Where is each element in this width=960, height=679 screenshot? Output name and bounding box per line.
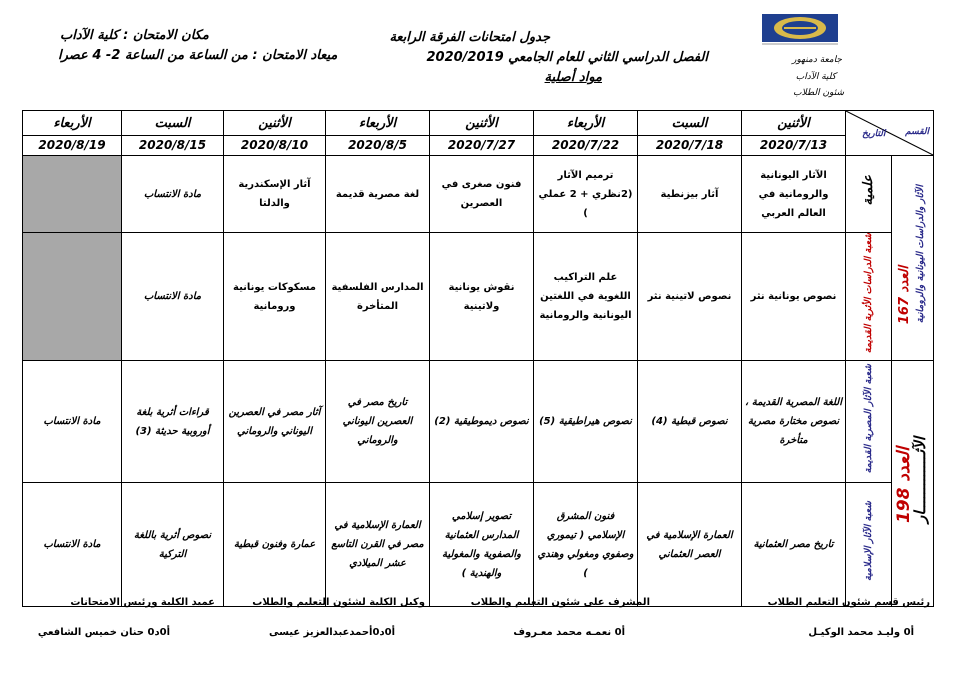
exam-place: مكان الامتحان : كلية الآداب [60,28,209,43]
day-cell: السبت [638,111,742,136]
branch-label: شعبة الدراسات الأثرية القديمة [863,233,874,354]
course-cell: مادة الانتساب [122,156,224,233]
course-cell: ترميم الآثار (2نظري + 2 عملي ) [534,156,638,233]
subjects-type: مواد أصلية [544,70,602,85]
course-cell: لغة مصرية قديمة [326,156,430,233]
branch-label: علمية [861,175,876,206]
dept-count: العدد 167 [896,265,912,324]
course-cell: مادة الانتساب [23,361,122,483]
empty-cell [23,233,122,361]
table-row [23,233,934,361]
course-cell: تاريخ مصر في العصرين اليوناني والروماني [326,361,430,483]
course-cell: المدارس الفلسفية المتأخرة [326,233,430,361]
course-cell: فنون المشرق الإسلامي ( تيموري وصفوي ومغولي وهندي ) [534,483,638,607]
branch-cell [846,483,892,607]
signature-name: أ0د0 حنان خميس الشافعي [37,627,170,638]
signature-name: أ0 وليـد محمد الوكيـل [808,627,914,638]
date-cell: 2020/8/10 [224,136,326,156]
date-cell: 2020/7/27 [430,136,534,156]
dept-name: الآثـــــــــــــار [911,437,930,524]
office-name: شئون الطلاب [793,88,844,98]
corner-dept-label: القسم [905,127,929,137]
faculty-name: كلية الآداب [795,72,836,82]
date-cell: 2020/8/5 [326,136,430,156]
branch-label: شعبة الآثار الإسلامية [863,501,874,582]
exam-time: ميعاد الامتحان : من الساعة من الساعة 2- 4 عصرا [58,48,338,63]
course-cell: اللغة المصرية القديمة ، نصوص مختارة مصرية متأخرة [742,361,846,483]
day-row [23,111,934,136]
dept-greek-roman [892,156,934,361]
empty-cell [23,156,122,233]
branch-label: شعبة الآثار المصرية القديمة [863,363,874,473]
course-cell: نقوش يونانية ولاتينية [430,233,534,361]
course-cell: مادة الانتساب [122,233,224,361]
course-cell: تصوير إسلامي المدارس العثمانية والصفوية والمغولية والهندية ) [430,483,534,607]
course-cell: آثار مصر في العصرين اليوناني والروماني [224,361,326,483]
university-name: جامعة دمنهور [792,55,842,65]
day-cell: الأربعاء [326,111,430,136]
signature-role: المشرف على شئون التعليم والطلاب [470,597,650,608]
course-cell: نصوص أثرية باللغة التركية [122,483,224,607]
branch-cell [846,156,892,233]
course-cell: نصوص قبطية (4) [638,361,742,483]
course-cell: نصوص يونانية نثر [742,233,846,361]
schedule-title: جدول امتحانات الفرقة الرابعة [389,30,550,45]
day-cell: السبت [122,111,224,136]
signature-role: عميد الكلية ورئيس الامتحانات [70,597,215,608]
branch-cell [846,361,892,483]
exam-schedule-table [22,110,934,607]
corner-date-label: التاريخ [862,129,886,139]
course-cell: العمارة الإسلامية في العصر العثماني [638,483,742,607]
course-cell: نصوص ديموطيقية (2) [430,361,534,483]
date-cell: 2020/8/19 [23,136,122,156]
day-cell: الأثنين [742,111,846,136]
dept-archaeology [892,361,934,607]
date-cell: 2020/8/15 [122,136,224,156]
day-cell: الأربعاء [534,111,638,136]
course-cell: مادة الانتساب [23,483,122,607]
date-cell: 2020/7/13 [742,136,846,156]
table-row [23,483,934,607]
table-row [23,156,934,233]
date-cell: 2020/7/22 [534,136,638,156]
branch-cell [846,233,892,361]
signature-name: أ0 نعمـه محمد معـروف [513,627,625,638]
course-cell: عمارة وفنون قبطية [224,483,326,607]
course-cell: علم التراكيب اللغوية في اللغتين اليونانية والرومانية [534,233,638,361]
course-cell: نصوص هيراطيقية (5) [534,361,638,483]
signature-role: رئيس قسم شئون التعليم الطلاب [767,597,930,608]
course-cell: العمارة الإسلامية في مصر في القرن التاسع عشر الميلادي [326,483,430,607]
dept-name: الآثار والدراسات اليونانية والرومانية [915,185,927,324]
semester-title: الفصل الدراسي الثاني للعام الجامعي 2020/2019 [426,50,708,65]
course-cell: آثار الإسكندرية والدلتا [224,156,326,233]
course-cell: مسكوكات يونانية ورومانية [224,233,326,361]
signature-role: وكيل الكلية لشئون التعليم والطلاب [252,597,425,608]
course-cell: تاريخ مصر العثمانية [742,483,846,607]
course-cell: قراءات أثرية بلغة أوروبية حديثة (3) [122,361,224,483]
course-cell: نصوص لاتينية نثر [638,233,742,361]
course-cell: آثار بيزنطية [638,156,742,233]
corner-header [846,111,934,156]
day-cell: الأثنين [430,111,534,136]
date-cell: 2020/7/18 [638,136,742,156]
university-logo [760,12,840,46]
course-cell: فنون صغرى في العصرين [430,156,534,233]
course-cell: الآثار اليونانية والرومانية في العالم العربي [742,156,846,233]
day-cell: الأربعاء [23,111,122,136]
signature-name: أ0د0أحمدعبدالعزيز عيسى [268,627,395,638]
dept-count: العدد 198 [893,447,914,524]
date-row [23,136,934,156]
day-cell: الأثنين [224,111,326,136]
table-row [23,361,934,483]
